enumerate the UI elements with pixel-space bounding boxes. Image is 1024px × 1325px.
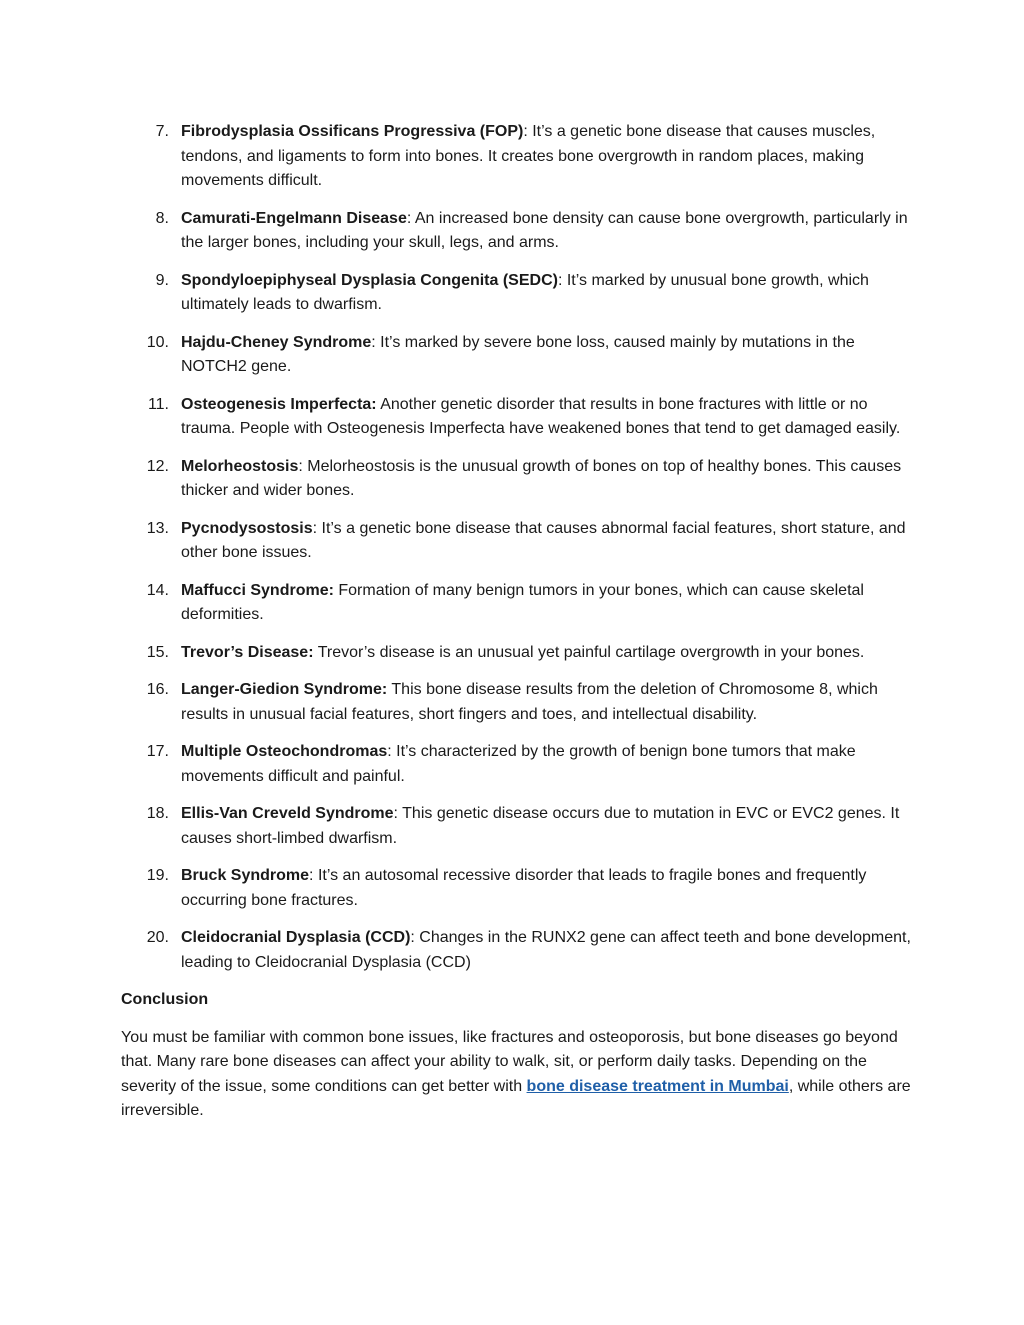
list-item [121, 678, 911, 727]
list-item-separator: : [387, 743, 397, 760]
list-item-separator: : [298, 457, 308, 475]
list-item-term: Maffucci Syndrome: [181, 581, 334, 599]
list-item-description: Another genetic disorder that results in bone fractures with little or no trauma. People with Osteogenesis Imperfecta have weakened bones that tend to get damaged easily. [181, 395, 901, 437]
list-item-number: 13. [146, 519, 169, 537]
list-item-number: 19. [146, 867, 169, 884]
list-item-term: Langer-Giedion Syndrome: [181, 681, 388, 698]
list-item-number: 8. [155, 209, 169, 227]
list-item-description: It’s an autosomal recessive disorder that leads to fragile bones and frequently occurring bone fractures. [181, 867, 867, 909]
list-item-number: 20. [146, 929, 169, 946]
list-item-term: Hajdu-Cheney Syndrome [181, 333, 372, 351]
list-item-number: 11. [147, 395, 169, 413]
page-content [121, 120, 911, 1124]
list-item [121, 802, 911, 851]
list-item-description: Changes in the RUNX2 gene can affect teeth and bone development, leading to Cleidocranial Dysplasia (CCD) [181, 929, 911, 971]
list-item-description: This bone disease results from the deletion of Chromosome 8, which results in unusual facial features, short fingers and toes, and intellectual disability. [181, 681, 878, 723]
list-item [121, 207, 911, 256]
list-item-term: Spondyloepiphyseal Dysplasia Congenita (SEDC) [181, 271, 558, 289]
list-item [121, 740, 911, 789]
list-item-separator: : [406, 209, 415, 227]
list-item-description: An increased bone density can cause bone overgrowth, particularly in the larger bones, including your skull, legs, and arms. [181, 209, 908, 251]
list-item-number: 14. [146, 581, 169, 599]
bone-disease-treatment-link[interactable]: bone disease treatment in Mumbai [526, 1077, 789, 1095]
list-item-number: 18. [146, 805, 169, 822]
list-item [121, 455, 911, 504]
list-item-description: It’s a genetic bone disease that causes abnormal facial features, short stature, and other bone issues. [181, 519, 906, 561]
list-item-description: It’s characterized by the growth of benign bone tumors that make movements difficult and painful. [181, 743, 856, 785]
list-item-term: Trevor’s Disease: [181, 643, 314, 661]
list-item-description: It’s a genetic bone disease that causes muscles, tendons, and ligaments to form into bones. It creates bone overgrowth in random places, making movements difficult. [181, 123, 876, 189]
list-item-term: Fibrodysplasia Ossificans Progressiva (FOP) [181, 123, 524, 140]
list-item-number: 15. [146, 643, 169, 661]
conclusion-paragraph [121, 1026, 911, 1124]
list-item-separator: : [393, 805, 403, 822]
list-item-term: Melorheostosis [181, 457, 299, 475]
list-item-term: Bruck Syndrome [181, 867, 310, 884]
list-item-separator: : [309, 867, 318, 884]
list-item [121, 393, 911, 442]
conclusion-text-after-link: , while others are irreversible. [121, 1077, 911, 1119]
list-item [121, 517, 911, 566]
list-item-separator: : [410, 929, 420, 946]
conclusion-text-before-link: You must be familiar with common bone issues, like fractures and osteoporosis, but bone diseases go beyond that. Many rare bone diseases can affect your ability to walk, sit, or perform daily tasks. Depending on the severity of the issue, some conditions can get better with [121, 1028, 898, 1095]
list-item [121, 926, 911, 975]
list-item [121, 331, 911, 380]
list-item-number: 12. [146, 457, 169, 475]
list-item-separator: : [523, 123, 533, 140]
list-item-description: It’s marked by unusual bone growth, which ultimately leads to dwarfism. [181, 271, 869, 313]
list-item [121, 120, 911, 194]
list-item-term: Pycnodysostosis [181, 519, 313, 537]
list-item-description: Trevor’s disease is an unusual yet painful cartilage overgrowth in your bones. [317, 643, 865, 661]
list-item-number: 10. [146, 333, 169, 351]
list-item-separator: : [371, 333, 381, 351]
list-item-term: Osteogenesis Imperfecta: [181, 395, 377, 413]
list-item-separator: : [312, 519, 322, 537]
list-item-number: 7. [155, 123, 169, 140]
list-item-description: This genetic disease occurs due to mutation in EVC or EVC2 genes. It causes short-limbed dwarfism. [181, 805, 900, 847]
list-item-term: Camurati-Engelmann Disease [181, 209, 407, 227]
list-item-separator: : [557, 271, 567, 289]
rare-bone-diseases-list [121, 120, 911, 975]
list-item-number: 17. [146, 743, 169, 760]
list-item [121, 269, 911, 318]
list-item [121, 579, 911, 628]
list-item-term: Cleidocranial Dysplasia (CCD) [181, 929, 411, 946]
list-item-term: Multiple Osteochondromas [181, 743, 388, 760]
list-item-description: Melorheostosis is the unusual growth of bones on top of healthy bones. This causes thicker and wider bones. [181, 457, 902, 499]
list-item-number: 9. [155, 271, 169, 289]
list-item [121, 641, 911, 666]
list-item-term: Ellis-Van Creveld Syndrome [181, 805, 394, 822]
list-item-description: Formation of many benign tumors in your bones, which can cause skeletal deformities. [181, 581, 864, 623]
list-item-number: 16. [146, 681, 169, 698]
list-item-description: It’s marked by severe bone loss, caused mainly by mutations in the NOTCH2 gene. [181, 333, 855, 375]
conclusion-heading: Conclusion [121, 991, 209, 1008]
list-item [121, 864, 911, 913]
